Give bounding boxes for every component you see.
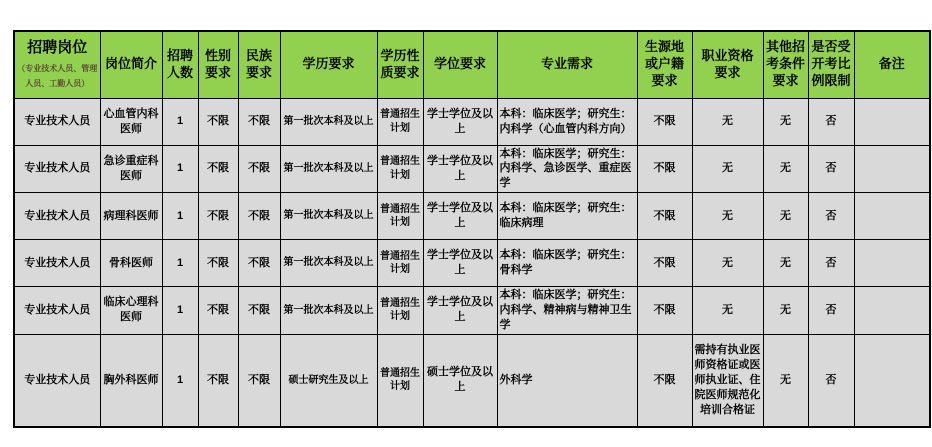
cell-remarks: [854, 334, 930, 427]
cell-ethnicity: 不限: [238, 334, 280, 427]
header-qualification: 职业资格要求: [692, 31, 763, 98]
header-recruit-position-title: 招聘岗位: [27, 38, 88, 56]
cell-post-name: 急诊重症科医师: [100, 145, 162, 193]
cell-origin: 不限: [637, 287, 692, 335]
cell-major: 本科：临床医学；研究生：内科学（心血管内科方向）: [497, 98, 637, 145]
cell-position-type: 专业技术人员: [14, 287, 100, 335]
header-gender: 性别要求: [198, 31, 238, 98]
cell-major: 外科学: [497, 334, 637, 427]
cell-exam-ratio: 否: [808, 98, 854, 145]
cell-remarks: [854, 287, 930, 335]
cell-education-type: 普通招生计划: [377, 193, 423, 240]
cell-headcount: 1: [162, 287, 198, 335]
cell-qualification: 需持有执业医师资格证或医师执业证、住院医师规范化培训合格证: [692, 334, 763, 427]
cell-gender: 不限: [198, 145, 238, 193]
cell-position-type: 专业技术人员: [14, 98, 100, 145]
cell-origin: 不限: [637, 193, 692, 240]
cell-position-type: 专业技术人员: [14, 334, 100, 427]
cell-headcount: 1: [162, 240, 198, 287]
cell-post-name: 病理科医师: [100, 193, 162, 240]
cell-other-conditions: 无: [763, 334, 808, 427]
cell-qualification: 无: [692, 98, 763, 145]
cell-qualification: 无: [692, 287, 763, 335]
cell-headcount: 1: [162, 98, 198, 145]
cell-origin: 不限: [637, 240, 692, 287]
cell-education: 第一批次本科及以上: [280, 240, 377, 287]
header-education-type: 学历性质要求: [377, 31, 423, 98]
cell-exam-ratio: 否: [808, 287, 854, 335]
cell-ethnicity: 不限: [238, 287, 280, 335]
cell-major: 本科：临床医学；研究生：临床病理: [497, 193, 637, 240]
cell-qualification: 无: [692, 240, 763, 287]
table-row: [14, 240, 930, 287]
cell-degree: 学士学位及以上: [423, 145, 497, 193]
cell-education: 第一批次本科及以上: [280, 98, 377, 145]
header-headcount: 招聘人数: [162, 31, 198, 98]
cell-exam-ratio: 否: [808, 193, 854, 240]
cell-education-type: 普通招生计划: [377, 334, 423, 427]
cell-position-type: 专业技术人员: [14, 193, 100, 240]
cell-gender: 不限: [198, 193, 238, 240]
cell-exam-ratio: 否: [808, 334, 854, 427]
cell-qualification: 无: [692, 193, 763, 240]
cell-post-name: 临床心理科医师: [100, 287, 162, 335]
cell-origin: 不限: [637, 334, 692, 427]
cell-other-conditions: 无: [763, 98, 808, 145]
header-exam-ratio: 是否受开考比例限制: [808, 31, 854, 98]
cell-gender: 不限: [198, 240, 238, 287]
cell-ethnicity: 不限: [238, 145, 280, 193]
cell-other-conditions: 无: [763, 240, 808, 287]
header-other-conditions: 其他招考条件要求: [763, 31, 808, 98]
cell-education: 第一批次本科及以上: [280, 193, 377, 240]
cell-gender: 不限: [198, 334, 238, 427]
header-post-intro: 岗位简介: [100, 31, 162, 98]
cell-ethnicity: 不限: [238, 98, 280, 145]
cell-remarks: [854, 145, 930, 193]
cell-exam-ratio: 否: [808, 145, 854, 193]
cell-gender: 不限: [198, 98, 238, 145]
table-row: [14, 334, 930, 427]
cell-education-type: 普通招生计划: [377, 98, 423, 145]
header-row: [14, 31, 930, 98]
table-row: [14, 287, 930, 335]
header-origin: 生源地或户籍要求: [637, 31, 692, 98]
cell-remarks: [854, 193, 930, 240]
cell-other-conditions: 无: [763, 145, 808, 193]
cell-origin: 不限: [637, 145, 692, 193]
cell-degree: 硕士学位及以上: [423, 334, 497, 427]
cell-education-type: 普通招生计划: [377, 240, 423, 287]
cell-post-name: 胸外科医师: [100, 334, 162, 427]
table-row: [14, 145, 930, 193]
cell-position-type: 专业技术人员: [14, 145, 100, 193]
cell-degree: 学士学位及以上: [423, 240, 497, 287]
cell-headcount: 1: [162, 334, 198, 427]
cell-qualification: 无: [692, 145, 763, 193]
cell-gender: 不限: [198, 287, 238, 335]
cell-major: 本科：临床医学；研究生：骨科学: [497, 240, 637, 287]
cell-headcount: 1: [162, 145, 198, 193]
table-row: [14, 98, 930, 145]
cell-education: 第一批次本科及以上: [280, 145, 377, 193]
cell-degree: 学士学位及以上: [423, 287, 497, 335]
cell-other-conditions: 无: [763, 193, 808, 240]
cell-headcount: 1: [162, 193, 198, 240]
cell-major: 本科：临床医学；研究生：内科学、精神病与精神卫生学: [497, 287, 637, 335]
header-ethnicity: 民族要求: [238, 31, 280, 98]
cell-position-type: 专业技术人员: [14, 240, 100, 287]
table-row: [14, 193, 930, 240]
cell-education-type: 普通招生计划: [377, 287, 423, 335]
cell-education-type: 普通招生计划: [377, 145, 423, 193]
header-education: 学历要求: [280, 31, 377, 98]
cell-remarks: [854, 98, 930, 145]
recruitment-table: [13, 30, 931, 428]
cell-degree: 学士学位及以上: [423, 193, 497, 240]
cell-ethnicity: 不限: [238, 240, 280, 287]
cell-exam-ratio: 否: [808, 240, 854, 287]
cell-other-conditions: 无: [763, 287, 808, 335]
header-recruit-position: [14, 31, 100, 98]
header-major: 专业需求: [497, 31, 637, 98]
cell-education: 硕士研究生及以上: [280, 334, 377, 427]
cell-post-name: 骨科医师: [100, 240, 162, 287]
cell-origin: 不限: [637, 98, 692, 145]
cell-education: 第一批次本科及以上: [280, 287, 377, 335]
cell-remarks: [854, 240, 930, 287]
cell-degree: 学士学位及以上: [423, 98, 497, 145]
cell-post-name: 心血管内科医师: [100, 98, 162, 145]
header-recruit-position-subtitle: （专业技术人员、管理人员、工勤人员）: [17, 63, 98, 88]
cell-major: 本科：临床医学；研究生：内科学、急诊医学、重症医学: [497, 145, 637, 193]
header-degree: 学位要求: [423, 31, 497, 98]
cell-ethnicity: 不限: [238, 193, 280, 240]
header-remarks: 备注: [854, 31, 930, 98]
